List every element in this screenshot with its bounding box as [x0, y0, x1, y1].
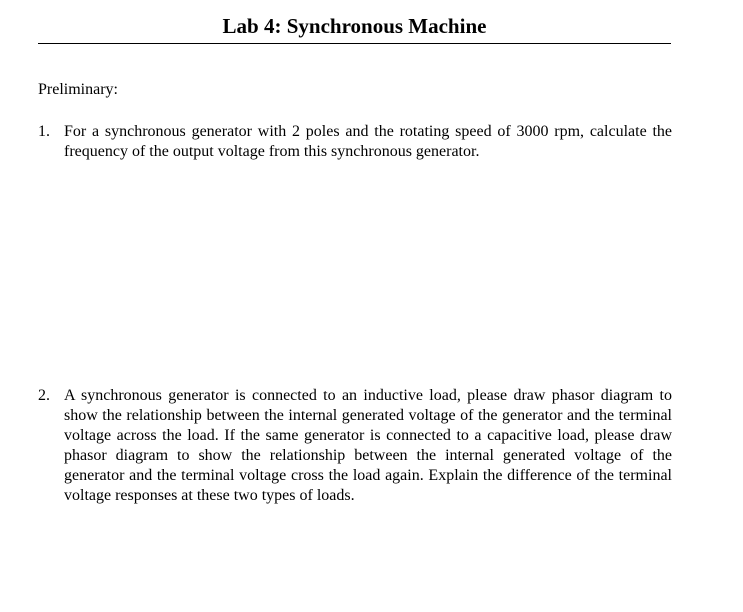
page-title: Lab 4: Synchronous Machine: [222, 14, 487, 38]
question-1: [38, 122, 672, 162]
question-2-number: 2.: [38, 387, 50, 404]
section-label-preliminary: Preliminary:: [38, 81, 118, 98]
question-2: [38, 386, 672, 506]
question-2-text: A synchronous generator is connected to an inductive load, please draw phasor diagram to show the relationship between the internal generated voltage of the generator and the terminal voltage across the load. If the same generator is connected to a capacitive load, please draw phasor diagram to show the relationship between the internal generated voltage of the generator and the terminal voltage cross the load again. Explain the difference of the terminal voltage responses at these two types of loads.: [64, 387, 672, 504]
title-divider: [38, 43, 671, 44]
question-1-number: 1.: [38, 123, 50, 140]
question-1-text: For a synchronous generator with 2 poles and the rotating speed of 3000 rpm, calculate the frequency of the output voltage from this synchronous generator.: [64, 123, 672, 160]
